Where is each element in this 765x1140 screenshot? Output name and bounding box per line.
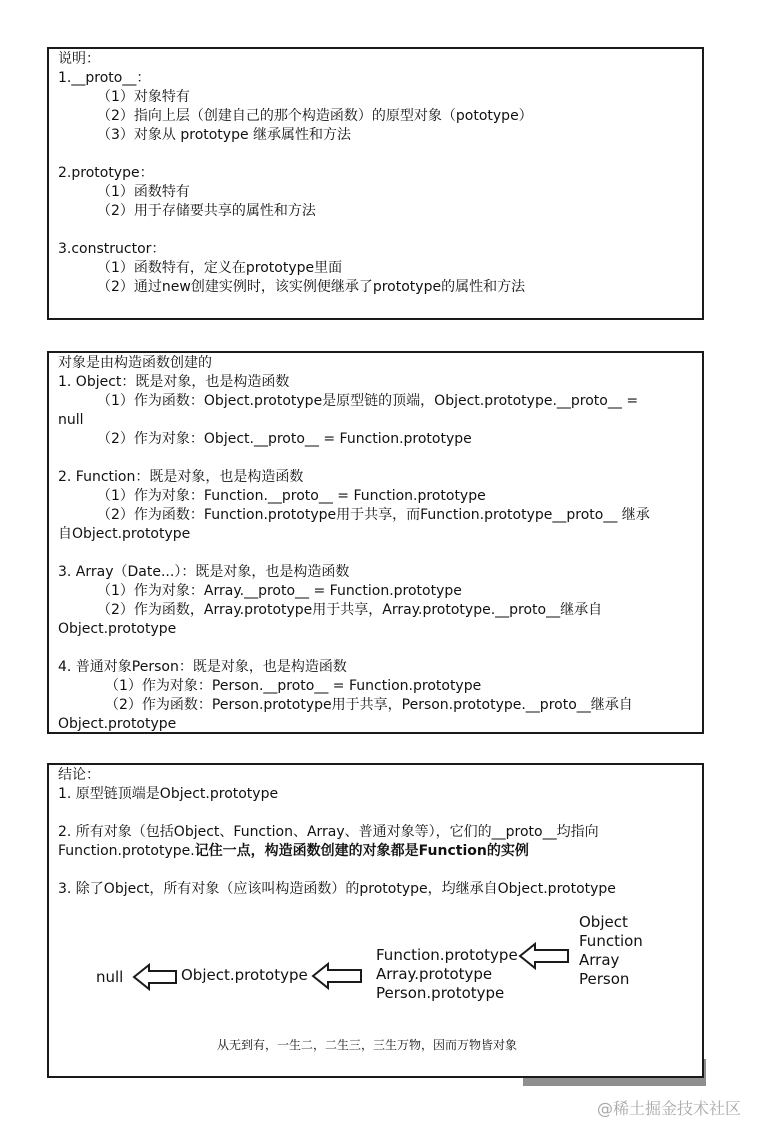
box2-object-item-2: （2）作为对象：Object.__proto__ = Function.prototype <box>97 431 472 447</box>
watermark: @稀土掘金技术社区 <box>597 1099 742 1118</box>
arrow-to-middle-icon <box>518 941 570 971</box>
right-item-function: Function <box>579 932 643 950</box>
middle-item-function-prototype: Function.prototype <box>376 946 518 964</box>
explanation-box <box>47 47 704 320</box>
box3-point-1: 1. 原型链顶端是Object.prototype <box>58 786 279 802</box>
box1-prototype-item-2: （2）用于存储要共享的属性和方法 <box>97 203 316 219</box>
middle-item-array-prototype: Array.prototype <box>376 965 493 983</box>
box1-constructor-title: 3.constructor： <box>58 241 166 257</box>
box2-object-title: 1. Object：既是对象，也是构造函数 <box>58 374 290 390</box>
box2-function-item-1: （1）作为对象：Function.__proto__ = Function.prototype <box>97 488 486 504</box>
right-item-array: Array <box>579 951 620 969</box>
box2-array-title: 3. Array（Date...）：既是对象，也是构造函数 <box>58 564 350 580</box>
box3-point-2: 2. 所有对象（包括Object、Function、Array、普通对象等），它们的__proto__均指向 <box>58 824 599 840</box>
box1-proto-item-1: （1）对象特有 <box>97 89 190 105</box>
box3-point-3: 3. 除了Object，所有对象（应该叫构造函数）的prototype，均继承自Object.prototype <box>58 881 616 897</box>
box1-proto-item-2: （2）指向上层（创建自己的那个构造函数）的原型对象（pototype） <box>97 108 533 124</box>
box2-array-item-2-cont: Object.prototype <box>58 621 177 637</box>
right-item-person: Person <box>579 970 630 988</box>
box3-heading: 结论： <box>58 767 100 783</box>
box1-heading: 说明： <box>58 51 100 67</box>
box3-point-2-cont <box>58 842 529 861</box>
box2-person-item-2-cont: Object.prototype <box>58 716 177 732</box>
box2-object-item-1: （1）作为函数：Object.prototype是原型链的顶端，Object.prototype.__proto__ = <box>97 393 639 409</box>
box3-point-2-cont-text: Function.prototype. <box>58 843 195 859</box>
box2-person-title: 4. 普通对象Person：既是对象，也是构造函数 <box>58 659 347 675</box>
arrow-to-object-prototype-icon <box>311 961 363 991</box>
box2-array-item-2: （2）作为函数，Array.prototype用于共享，Array.prototype.__proto__继承自 <box>97 602 603 618</box>
box1-constructor-item-1: （1）函数特有，定义在prototype里面 <box>97 260 343 276</box>
box1-constructor-item-2: （2）通过new创建实例时，该实例便继承了prototype的属性和方法 <box>97 279 526 295</box>
null-label: null <box>96 968 124 986</box>
box2-array-item-1: （1）作为对象：Array.__proto__ = Function.prototype <box>97 583 462 599</box>
box2-heading: 对象是由构造函数创建的 <box>58 355 212 371</box>
box1-proto-item-3: （3）对象从 prototype 继承属性和方法 <box>97 127 352 143</box>
motto-text: 从无到有，一生二，二生三，三生万物，因而万物皆对象 <box>217 1038 518 1052</box>
objects-box <box>47 351 704 734</box>
object-prototype-label: Object.prototype <box>181 966 308 984</box>
box1-prototype-item-1: （1）函数特有 <box>97 184 190 200</box>
middle-item-person-prototype: Person.prototype <box>376 984 505 1002</box>
box2-person-item-1: （1）作为对象：Person.__proto__ = Function.prototype <box>105 678 482 694</box>
box2-function-title: 2. Function：既是对象，也是构造函数 <box>58 469 304 485</box>
box2-object-item-1-cont: null <box>58 412 84 428</box>
arrow-to-null-icon <box>132 962 178 992</box>
right-item-object: Object <box>579 913 628 931</box>
box1-prototype-title: 2.prototype： <box>58 165 154 181</box>
box2-person-item-2: （2）作为函数：Person.prototype用于共享，Person.prototype.__proto__继承自 <box>105 697 633 713</box>
box1-proto-title: 1.__proto__： <box>58 70 151 86</box>
box2-function-item-2: （2）作为函数：Function.prototype用于共享，而Function.prototype__proto__ 继承 <box>97 507 650 523</box>
box3-point-2-emphasis: 记住一点，构造函数创建的对象都是Function的实例 <box>194 843 529 859</box>
box2-function-item-2-cont: 自Object.prototype <box>58 526 191 542</box>
